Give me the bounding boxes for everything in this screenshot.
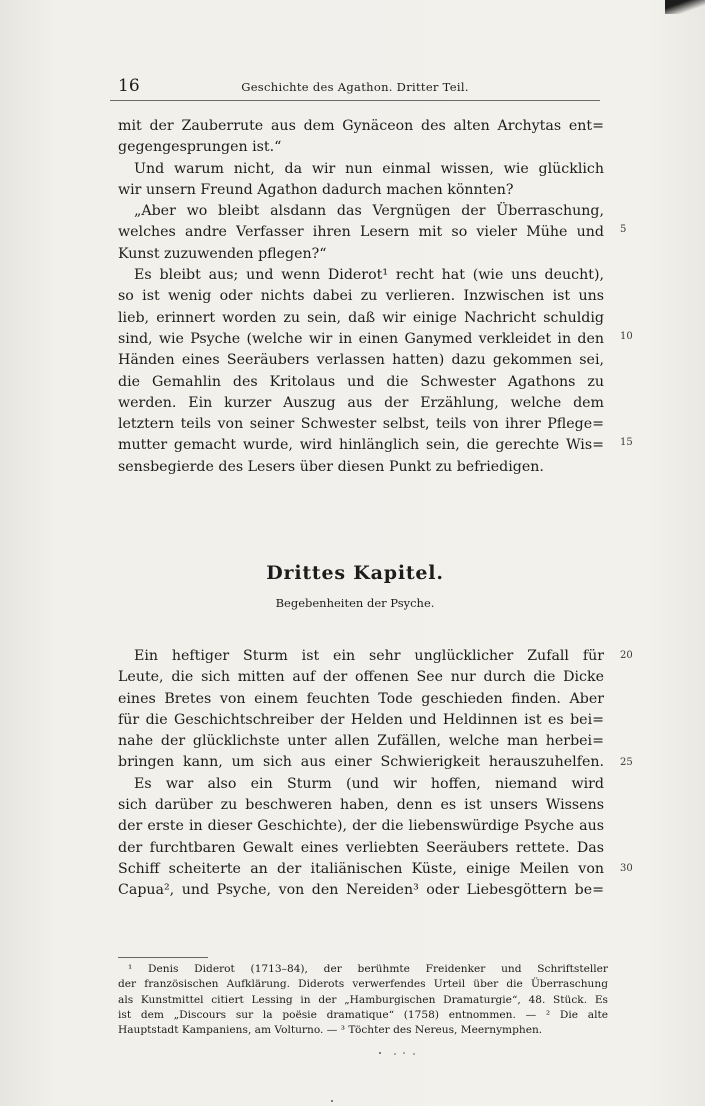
text-line: Capua², und Psyche, von den Nereiden³ oder Liebesgöttern be= [118,882,604,899]
line-number: 5 [620,224,627,235]
text-line: für die Geschichtschreiber der Helden und Heldinnen ist es bei= [118,711,604,728]
footnote-line: als Kunstmittel citiert Lessing in der „Hamburgischen Dramaturgie“, 48. Stück. Es [118,993,608,1006]
text-line: gegengesprungen ist.“ [118,139,282,156]
speck [331,1100,333,1102]
footnote-line: ¹ Denis Diderot (1713–84), der berühmte Freidenker und Schriftsteller [128,963,608,975]
text-line: „Aber wo bleibt alsdann das Vergnügen der Überraschung, [134,203,604,220]
text-line: eines Bretes von einem feuchten Tode geschieden finden. Aber [118,690,604,707]
text-line: so ist wenig oder nichts dabei zu verlieren. Inzwischen ist uns [118,288,604,305]
running-head: Geschichte des Agathon. Dritter Teil. [241,80,469,94]
text-line: Es bleibt aus; und wenn Diderot¹ recht hat (wie uns deucht), [134,267,604,284]
text-line: wir unsern Freund Agathon dadurch machen könnten? [118,181,514,198]
text-line: Es war also ein Sturm (und wir hoffen, niemand wird [134,775,604,792]
text-line: werden. Ein kurzer Auszug aus der Erzählung, welche dem [118,394,604,411]
text-line: sind, wie Psyche (welche wir in einen Ganymed verkleidet in den [118,330,604,347]
text-line: Händen eines Seeräubers verlassen hatten) dazu gekommen sei, [118,352,604,369]
footnote-rule [118,957,208,958]
line-number: 10 [620,331,633,342]
text-line: sensbegierde des Lesers über diesen Punkt zu befriedigen. [118,458,544,475]
text-line: Ein heftiger Sturm ist ein sehr unglücklicher Zufall für [134,648,604,664]
chapter-subtitle: Begebenheiten der Psyche. [275,596,435,610]
line-number: 20 [620,650,633,661]
text-line: die Gemahlin des Kritolaus und die Schwester Agathons zu [118,373,604,390]
speck [413,1053,415,1055]
footnote-line: ist dem „Discours sur la poësie dramatique“ (1758) entnommen. — ² Die alte [118,1008,608,1021]
text-line: sich darüber zu beschweren haben, denn es ist unsers Wissens [118,797,604,814]
speck [394,1053,396,1055]
speck [379,1052,381,1054]
text-line: lieb, erinnert worden zu sein, daß wir einige Nachricht schuldig [118,309,604,326]
line-number: 30 [620,863,633,874]
footnotes [118,962,608,1038]
footnote-line: Hauptstadt Kampaniens, am Volturno. — ³ Töchter des Nereus, Meernymphen. [118,1024,543,1037]
text-line: der erste in dieser Geschichte), der die liebenswürdige Psyche aus [118,818,604,835]
text-line: mutter gemacht wurde, wird hinlänglich sein, die gerechte Wis= [118,437,604,454]
page-header [110,76,600,101]
text-line: welches andre Verfasser ihren Lesern mit so vieler Mühe und [118,224,604,241]
text-line: Leute, die sich mitten auf der offenen See nur durch die Dicke [118,669,604,686]
text-line: bringen kann, um sich aus einer Schwierigkeit herauszuhelfen. [118,754,604,771]
text-line: nahe der glücklichste unter allen Zufällen, welche man herbei= [118,733,604,750]
text-line: der furchtbaren Gewalt eines verliebten Seeräubers rettete. Das [118,839,604,856]
body-text-top [118,116,604,478]
page-number: 16 [118,76,140,96]
chapter-title: Drittes Kapitel. [266,562,444,584]
footnote-line: der französischen Aufklärung. Diderots verwerfendes Urteil über die Überraschung [118,978,608,991]
speck [403,1052,405,1054]
text-line: Kunst zuzuwenden pflegen?“ [118,245,327,262]
line-number: 25 [620,757,633,768]
line-number: 15 [620,437,633,448]
text-line: letztern teils von seiner Schwester selbst, teils von ihrer Pflege= [118,416,604,433]
scan-corner-mark [665,0,705,14]
text-line: mit der Zauberrute aus dem Gynäceon des alten Archytas ent= [118,118,604,134]
text-line: Und warum nicht, da wir nun einmal wissen, wie glücklich [134,160,604,177]
body-text-bottom [118,646,604,902]
text-line: Schiff scheiterte an der italiänischen Küste, einige Meilen von [118,860,604,877]
